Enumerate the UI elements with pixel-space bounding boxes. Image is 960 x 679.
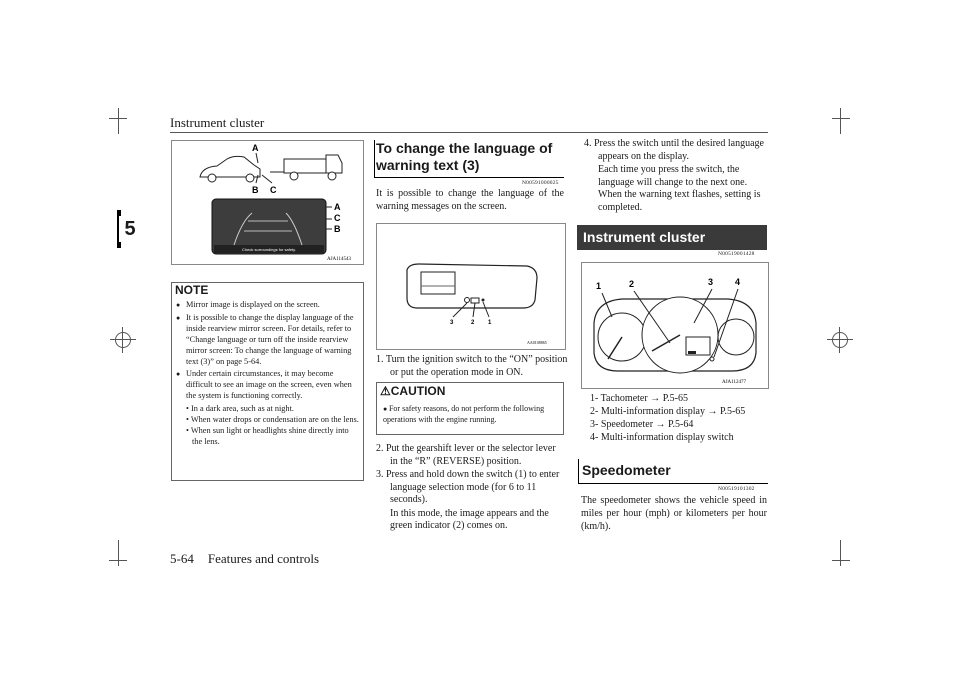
- note-heading-text: NOTE: [175, 283, 209, 297]
- steps-2-3: [376, 443, 564, 533]
- section-rule: [374, 140, 375, 178]
- registration-mark: [115, 332, 131, 348]
- figure-code: AA0108865: [527, 340, 547, 345]
- figure-label: 1: [596, 281, 602, 291]
- step-1: 1. Turn the ignition switch to the “ON” position or put the operation mode in ON.: [376, 354, 568, 378]
- screen-caption: Check surroundings for safety.: [242, 247, 296, 252]
- section-heading-instrument-cluster: Instrument cluster: [577, 225, 767, 250]
- bullet-icon: ●: [383, 405, 389, 413]
- figure-label: 4: [735, 277, 741, 287]
- crop-mark: [118, 540, 119, 566]
- figure-label: A: [252, 143, 259, 153]
- caution-heading-text: CAUTION: [390, 384, 446, 398]
- crop-mark: [109, 560, 127, 561]
- figure-label: C: [334, 213, 341, 223]
- caution-body: For safety reasons, do not perform the following operations with the engine running.: [383, 404, 545, 424]
- step-3: 3. Press and hold down the switch (1) to enter language selection mode (for 6 to 11 seconds).: [376, 469, 560, 505]
- page-footer: [170, 551, 319, 567]
- section-rule: [578, 483, 768, 484]
- list-item: 3- Speedometer → P.5-64: [590, 419, 694, 430]
- note-bullet: ● Under certain circumstances, it may become difficult to see an image on the screen, even when the system is functioning correctly.: [176, 369, 359, 402]
- figure-label: A: [334, 202, 341, 212]
- crop-mark: [832, 118, 850, 119]
- note-bullet: ● Mirror image is displayed on the screen.: [176, 300, 359, 311]
- step-4: 4. Press the switch until the desired language appears on the display.: [584, 138, 764, 162]
- crop-mark: [840, 108, 841, 134]
- figure-label: B: [334, 224, 341, 234]
- caution-text: [383, 404, 559, 425]
- caution-heading: [380, 384, 445, 398]
- header-rule: [170, 132, 768, 133]
- figure-code: AJA112477: [722, 380, 746, 385]
- mirror-figure: [376, 223, 566, 350]
- step-4-block: [584, 138, 768, 214]
- speedometer-paragraph: The speedometer shows the vehicle speed in miles per hour (mph) or kilometers per hour (km/h).: [581, 495, 767, 532]
- figure-label: 3: [708, 277, 714, 287]
- page-number: 5-64: [170, 551, 194, 566]
- intro-paragraph: It is possible to change the language of the warning messages on the screen.: [376, 188, 564, 212]
- footer-section: Features and controls: [207, 551, 320, 566]
- section-code: N00591000025: [522, 180, 559, 186]
- list-item: 1- Tachometer → P.5-65: [590, 393, 688, 404]
- crop-mark: [840, 540, 841, 566]
- crop-mark: [109, 118, 127, 119]
- figure-label: 3: [450, 320, 454, 326]
- figure-label: 2: [629, 279, 635, 289]
- registration-mark: [832, 332, 848, 348]
- note-sub-item: • When water drops or condensation are on the lens.: [186, 415, 359, 425]
- note-sub-item: • When sun light or headlights shine directly into the lens.: [186, 425, 349, 446]
- figure-label: 1: [488, 320, 492, 326]
- list-item: 2- Multi-information display → P.5-65: [590, 406, 746, 417]
- note-heading: [175, 283, 208, 297]
- step-4-detail: Each time you press the switch, the language will change to the next one. When the warning text flashes, setting is completed.: [598, 164, 761, 213]
- note-body: [176, 300, 359, 448]
- section-rule: [578, 459, 579, 483]
- page-header-title: Instrument cluster: [170, 115, 265, 130]
- step-2: 2. Put the gearshift lever or the selector lever in the “R” (REVERSE) position.: [376, 443, 556, 467]
- crop-mark: [118, 108, 119, 134]
- chapter-number: 5: [119, 216, 141, 242]
- figure-label: B: [252, 185, 259, 195]
- step-3-detail: In this mode, the image appears and the green indicator (2) comes on.: [390, 507, 549, 531]
- section-heading-speedometer: Speedometer: [582, 462, 671, 478]
- crop-mark: [832, 560, 850, 561]
- section-code: N00519101302: [718, 486, 755, 492]
- list-item: 4- Multi-information display switch: [590, 432, 734, 443]
- figure-code: AJA114543: [327, 257, 351, 262]
- rearview-camera-figure: [171, 140, 364, 265]
- figure-label: C: [270, 185, 277, 195]
- warning-triangle-icon: ⚠: [380, 384, 391, 398]
- figure-label: 2: [471, 320, 475, 326]
- note-bullet: ● It is possible to change the display language of the inside rearview mirror screen. For details, refer to “Change language or turn off the inside rearview mirror screen: To change the language of warning text (3)” on page 5-64.: [176, 313, 359, 368]
- instrument-cluster-figure: [581, 262, 769, 389]
- section-title: To change the language of warning text (3): [376, 140, 553, 173]
- note-sub-item: • In a dark area, such as at night.: [186, 404, 294, 414]
- section-code: N00519001428: [718, 251, 755, 257]
- cluster-legend-list: [590, 392, 768, 444]
- section-rule: [374, 177, 564, 178]
